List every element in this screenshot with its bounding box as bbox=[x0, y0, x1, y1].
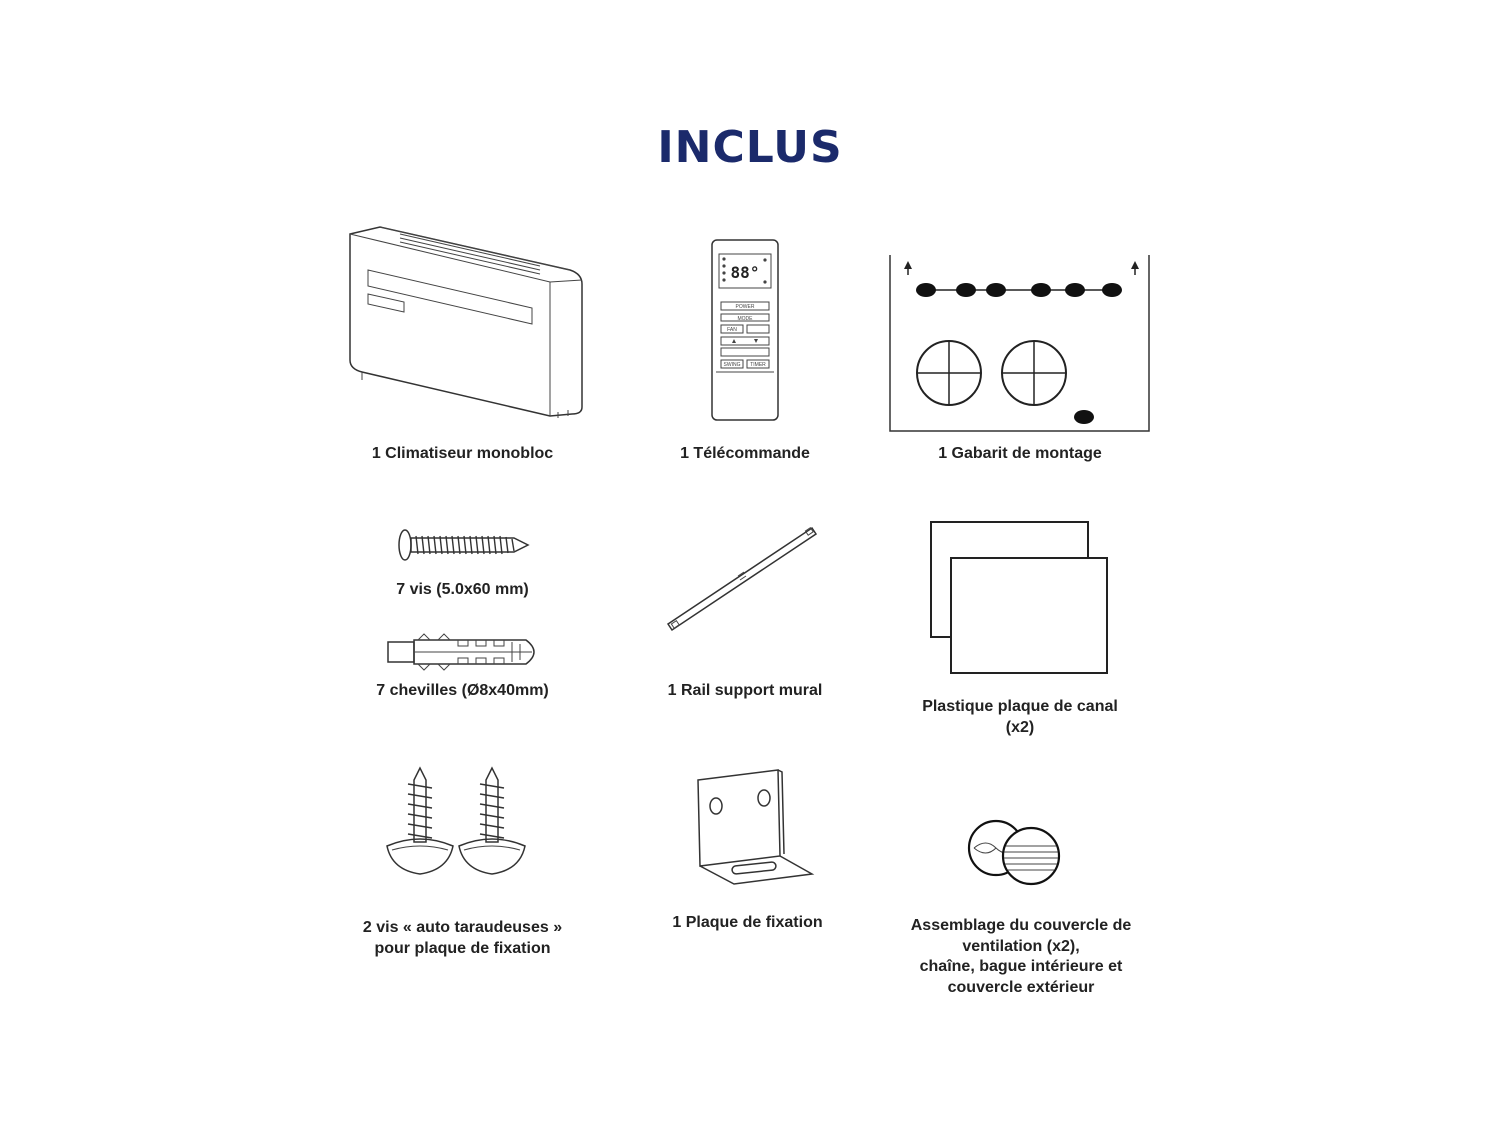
channel-plates-illustration bbox=[929, 520, 1111, 676]
self-tapping-screws-illustration bbox=[384, 766, 530, 880]
screw-illustration bbox=[396, 524, 532, 566]
remote-timer-label: TIMER bbox=[750, 362, 766, 368]
item-label-self-tapping-screws: 2 vis « auto taraudeuses » pour plaque de fixation bbox=[362, 919, 563, 957]
remote-power-label: POWER bbox=[735, 304, 755, 310]
item-label-wall-rail: 1 Rail support mural bbox=[667, 682, 823, 699]
mounting-template-illustration bbox=[888, 253, 1152, 435]
item-label-channel-plates: Plastique plaque de canal (x2) bbox=[922, 698, 1118, 736]
item-label-vent-cover-assembly: Assemblage du couvercle de ventilation (x2), chaîne, bague intérieure et couvercle extérieur bbox=[910, 917, 1132, 996]
page-title: INCLUS bbox=[657, 122, 843, 173]
wall-plug-illustration bbox=[386, 632, 538, 672]
item-label-screws: 7 vis (5.0x60 mm) bbox=[396, 581, 529, 598]
remote-fan-label: FAN bbox=[727, 327, 737, 333]
remote-swing-label: SWING bbox=[723, 362, 741, 368]
item-label-fixing-plate: 1 Plaque de fixation bbox=[672, 914, 823, 931]
fixing-plate-illustration bbox=[694, 766, 816, 890]
remote-control-illustration bbox=[710, 238, 782, 424]
air-conditioner-illustration bbox=[340, 222, 590, 422]
wall-rail-illustration bbox=[664, 524, 820, 636]
item-label-wall-plugs: 7 chevilles (Ø8x40mm) bbox=[376, 682, 549, 699]
svg-text:88°: 88° bbox=[730, 263, 760, 282]
item-label-mounting-template: 1 Gabarit de montage bbox=[938, 445, 1102, 462]
vent-cover-illustration bbox=[966, 818, 1066, 888]
item-label-remote-control: 1 Télécommande bbox=[680, 445, 810, 462]
item-label-air-conditioner: 1 Climatiseur monobloc bbox=[371, 445, 554, 462]
remote-mode-label: MODE bbox=[737, 316, 753, 322]
